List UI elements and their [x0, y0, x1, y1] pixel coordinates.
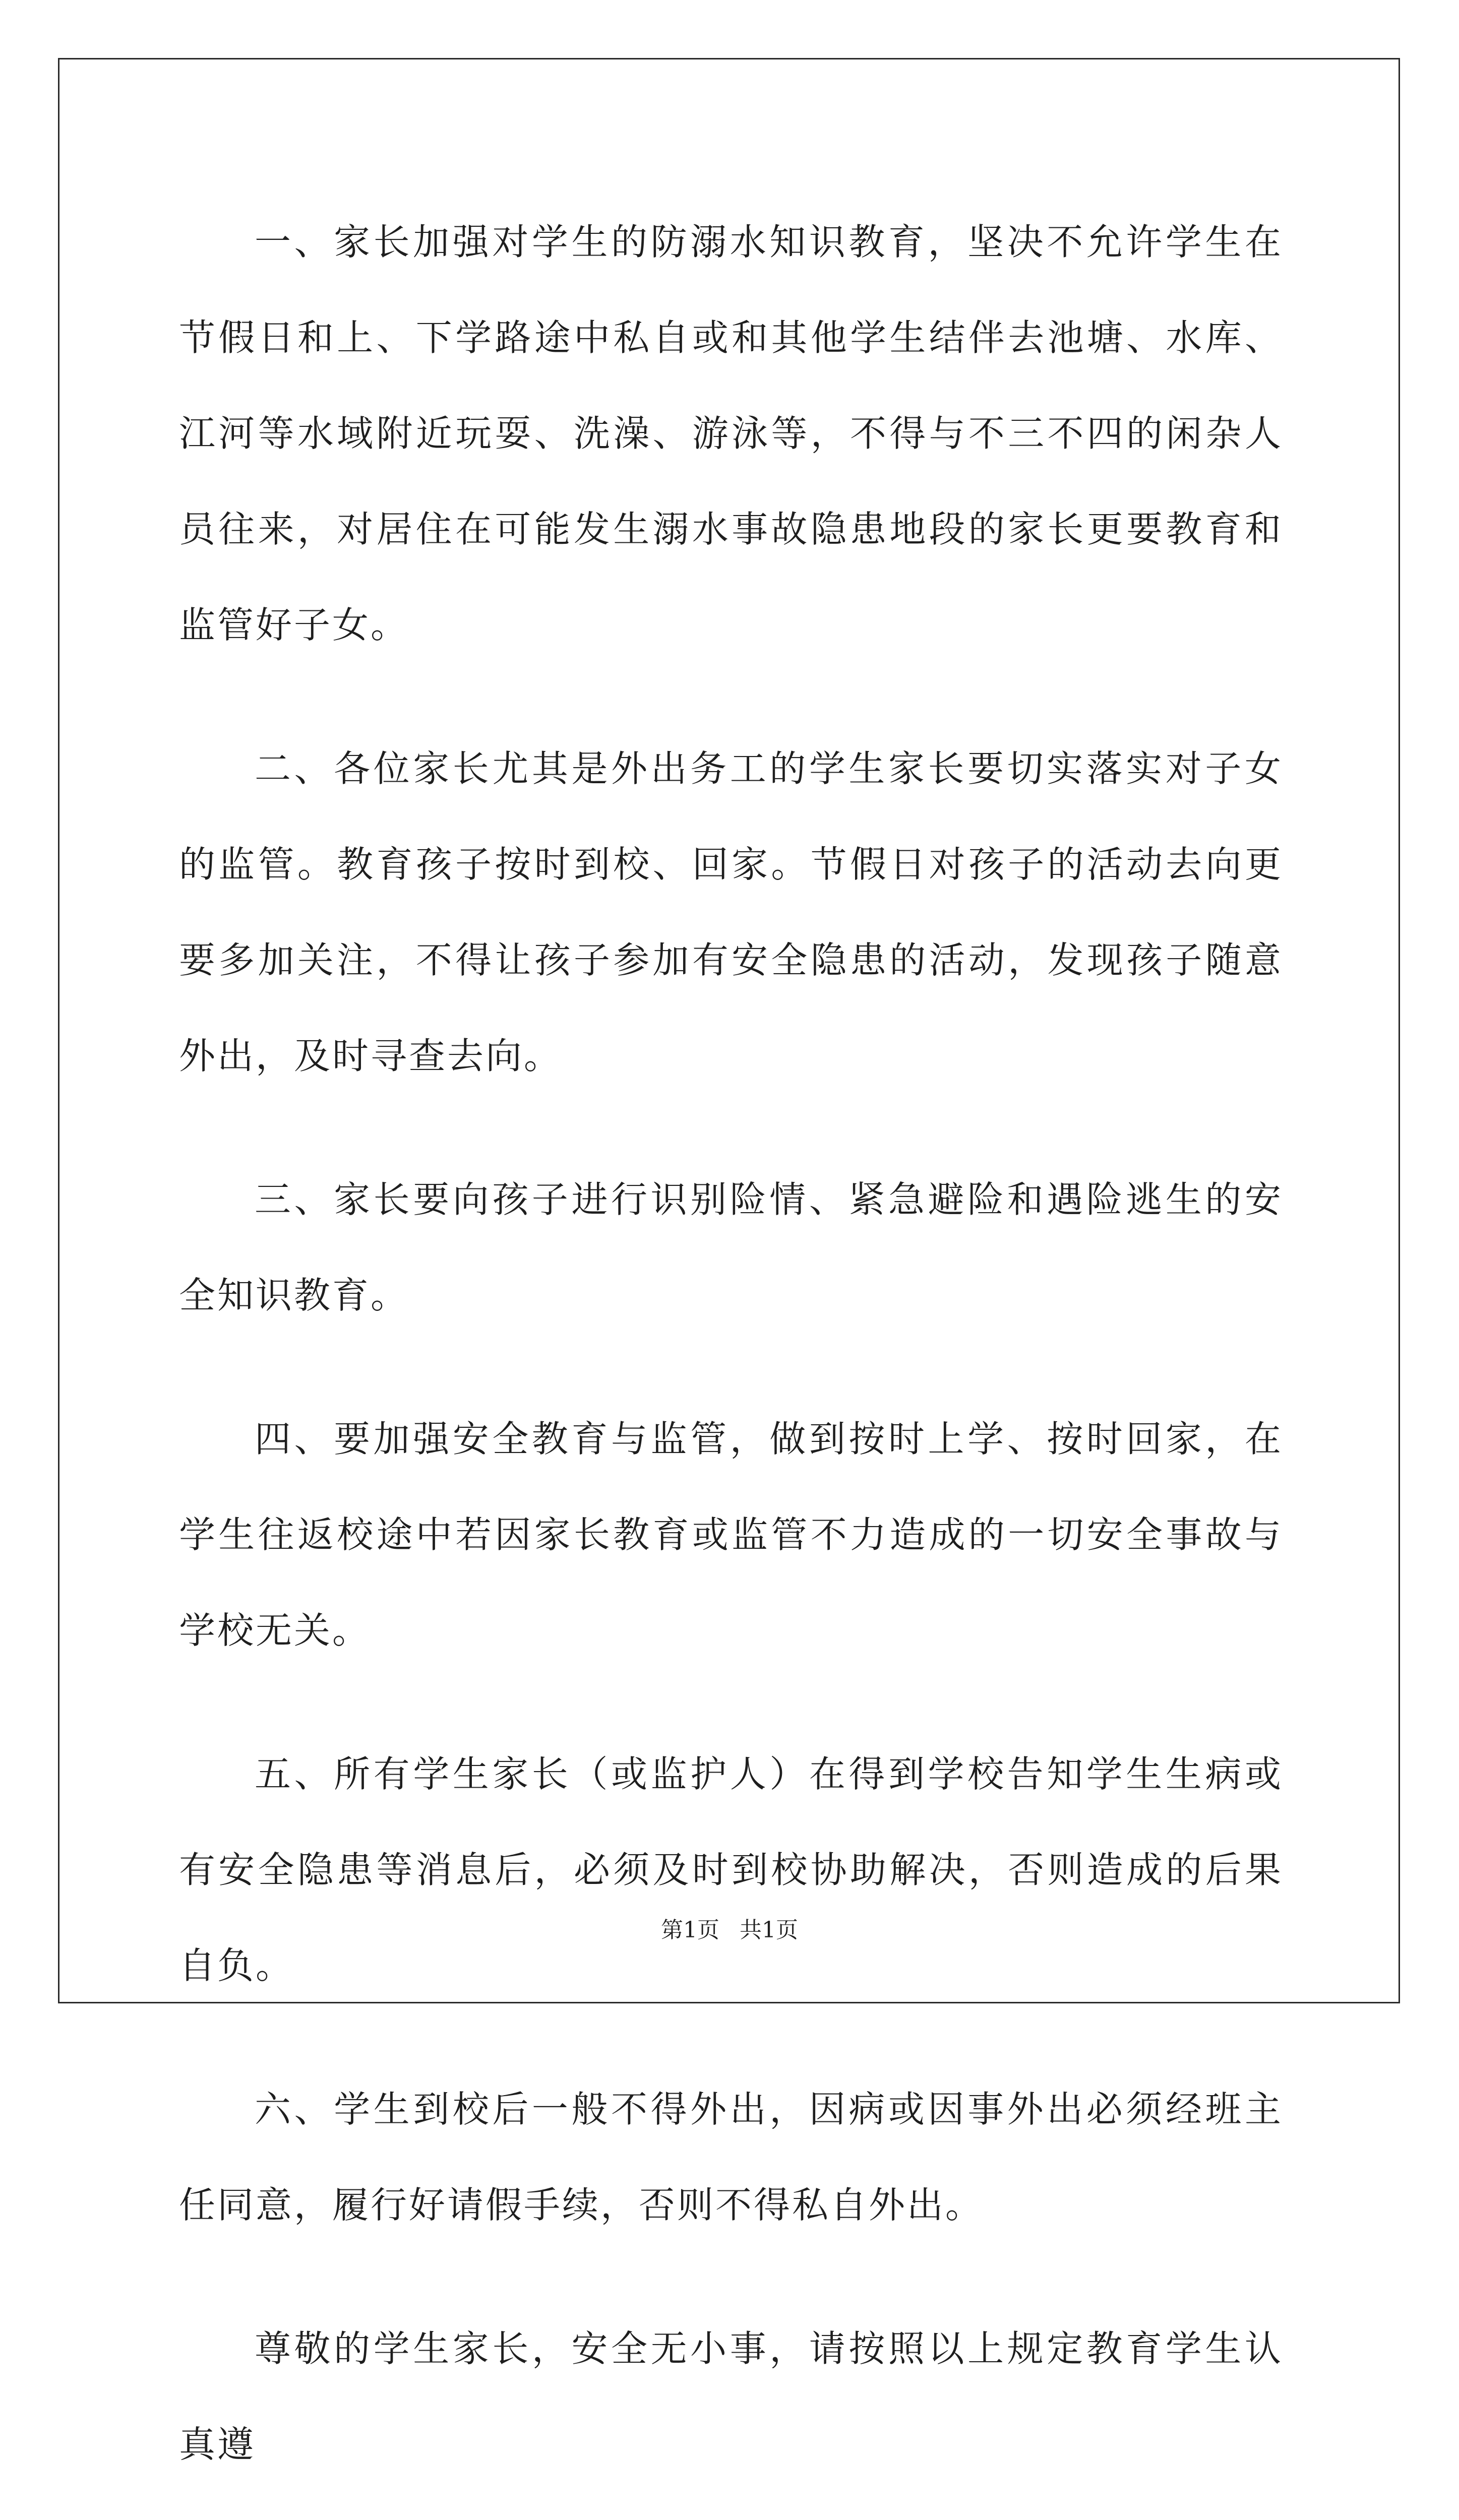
paragraph-2: 二、各位家长尤其是外出务工的学生家长要切实落实对子女的监管。教育孩子按时到校、回家。节假日对孩子的活动去向更要多加关注，不得让孩子参加有安全隐患的活动，发现孩子随意外出，及时寻查去向。 — [179, 747, 1283, 1077]
page-total: 共1页 — [740, 1917, 798, 1943]
paragraph-7: 尊敬的学生家长，安全无小事，请按照以上规定教育学生认真遵 — [179, 2327, 1283, 2466]
page-number: 第1页 — [661, 1917, 719, 1943]
paragraph-4: 四、要加强安全教育与监管，做到按时上学、按时回家，在学生往返校途中若因家长教育或监管不力造成的一切安全事故与学校无关。 — [179, 1418, 1283, 1652]
paragraph-5: 五、所有学生家长（或监护人）在得到学校告知学生生病或有安全隐患等消息后，必须及时到校协助解决，否则造成的后果自负。 — [179, 1753, 1283, 1987]
document-body — [179, 194, 1283, 2520]
page-footer — [0, 1915, 1459, 1945]
paragraph-3: 三、家长要向孩子进行识别险情、紧急避险和遇险逃生的安全知识教育。 — [179, 1178, 1283, 1316]
paragraph-6: 六、学生到校后一般不得外出，因病或因事外出必须经班主任同意，履行好请假手续，否则不得私自外出。 — [179, 2088, 1283, 2226]
paragraph-1: 一、家长加强对学生的防溺水知识教育，坚决不允许学生在节假日和上、下学路途中私自或和其他学生结伴去池塘、水库、江河等水域附近玩耍、洗澡、游泳等，不得与不三不四的闲杂人员往来，对居住在可能发生溺水事故隐患地段的家长更要教育和监管好子女。 — [179, 221, 1283, 646]
